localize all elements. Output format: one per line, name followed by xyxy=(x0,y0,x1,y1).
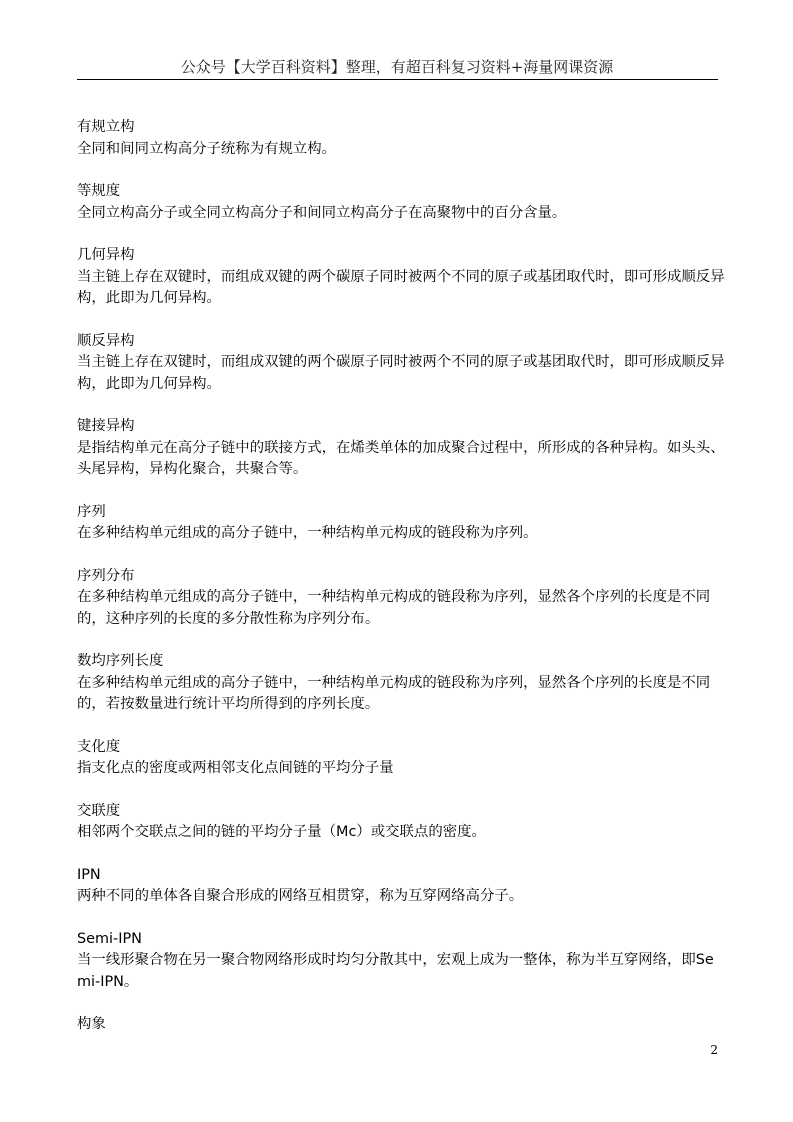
entry-term: 等规度 xyxy=(77,183,121,199)
entry-term: 数均序列长度 xyxy=(77,653,164,669)
glossary-entry xyxy=(77,502,725,545)
entry-term: 几何异构 xyxy=(77,247,135,263)
entry-definition: 当主链上存在双键时，而组成双键的两个碳原子同时被两个不同的原子或基团取代时，即可形成顺反异构，此即为几何异构。 xyxy=(77,354,725,392)
glossary-entry xyxy=(77,801,725,844)
glossary-entry xyxy=(77,651,725,716)
glossary-entry xyxy=(77,117,725,160)
entry-term: 有规立构 xyxy=(77,119,135,135)
page-number: 2 xyxy=(710,1043,718,1057)
entry-definition: 指支化点的密度或两相邻支化点间链的平均分子量 xyxy=(77,760,394,776)
entry-term: 顺反异构 xyxy=(77,332,135,349)
page-header: 公众号【大学百科资料】整理，有超百科复习资料+海量网课资源 xyxy=(180,58,614,76)
entry-definition: 在多种结构单元组成的高分子链中，一种结构单元构成的链段称为序列。 xyxy=(77,525,538,541)
glossary-entry xyxy=(77,331,725,396)
entry-definition: 全同立构高分子或全同立构高分子和间同立构高分子在高聚物中的百分含量。 xyxy=(77,204,567,221)
entry-term: 构象 xyxy=(77,1016,106,1032)
entry-term: 序列 xyxy=(77,503,106,520)
entry-term: 序列分布 xyxy=(77,567,135,584)
glossary-entry xyxy=(77,929,725,994)
entry-term: 交联度 xyxy=(77,802,121,819)
glossary-content xyxy=(77,117,725,1057)
entry-definition: 两种不同的单体各自聚合形成的网络互相贯穿，称为互穿网络高分子。 xyxy=(77,888,524,904)
glossary-entry xyxy=(77,181,725,224)
glossary-entry xyxy=(77,245,725,310)
glossary-entry xyxy=(77,416,725,481)
entry-definition: 是指结构单元在高分子链中的联接方式，在烯类单体的加成聚合过程中，所形成的各种异构。如头头、头尾异构，异构化聚合，共聚合等。 xyxy=(77,439,725,477)
header-divider xyxy=(77,79,718,80)
entry-term: Semi-IPN xyxy=(77,930,142,947)
glossary-entry xyxy=(77,737,725,780)
entry-term: 支化度 xyxy=(77,738,121,755)
entry-definition: 当主链上存在双键时，而组成双键的两个碳原子同时被两个不同的原子或基团取代时，即可形成顺反异构，此即为几何异构。 xyxy=(77,268,725,306)
glossary-entry xyxy=(77,865,725,908)
entry-term: 键接异构 xyxy=(77,418,135,434)
entry-definition: 全同和间同立构高分子统称为有规立构。 xyxy=(77,140,337,157)
glossary-entry xyxy=(77,1014,725,1036)
entry-term: IPN xyxy=(77,866,101,883)
glossary-entry xyxy=(77,566,725,631)
entry-definition: 当一线形聚合物在另一聚合物网络形成时均匀分散其中，宏观上成为一整体，称为半互穿网络，即Semi-IPN。 xyxy=(77,952,714,990)
entry-definition: 在多种结构单元组成的高分子链中，一种结构单元构成的链段称为序列，显然各个序列的长度是不同的，这种序列的长度的多分散性称为序列分布。 xyxy=(77,589,711,627)
entry-definition: 在多种结构单元组成的高分子链中，一种结构单元构成的链段称为序列，显然各个序列的长度是不同的，若按数量进行统计平均所得到的序列长度。 xyxy=(77,674,711,712)
entry-definition: 相邻两个交联点之间的链的平均分子量（Mc）或交联点的密度。 xyxy=(77,824,486,840)
